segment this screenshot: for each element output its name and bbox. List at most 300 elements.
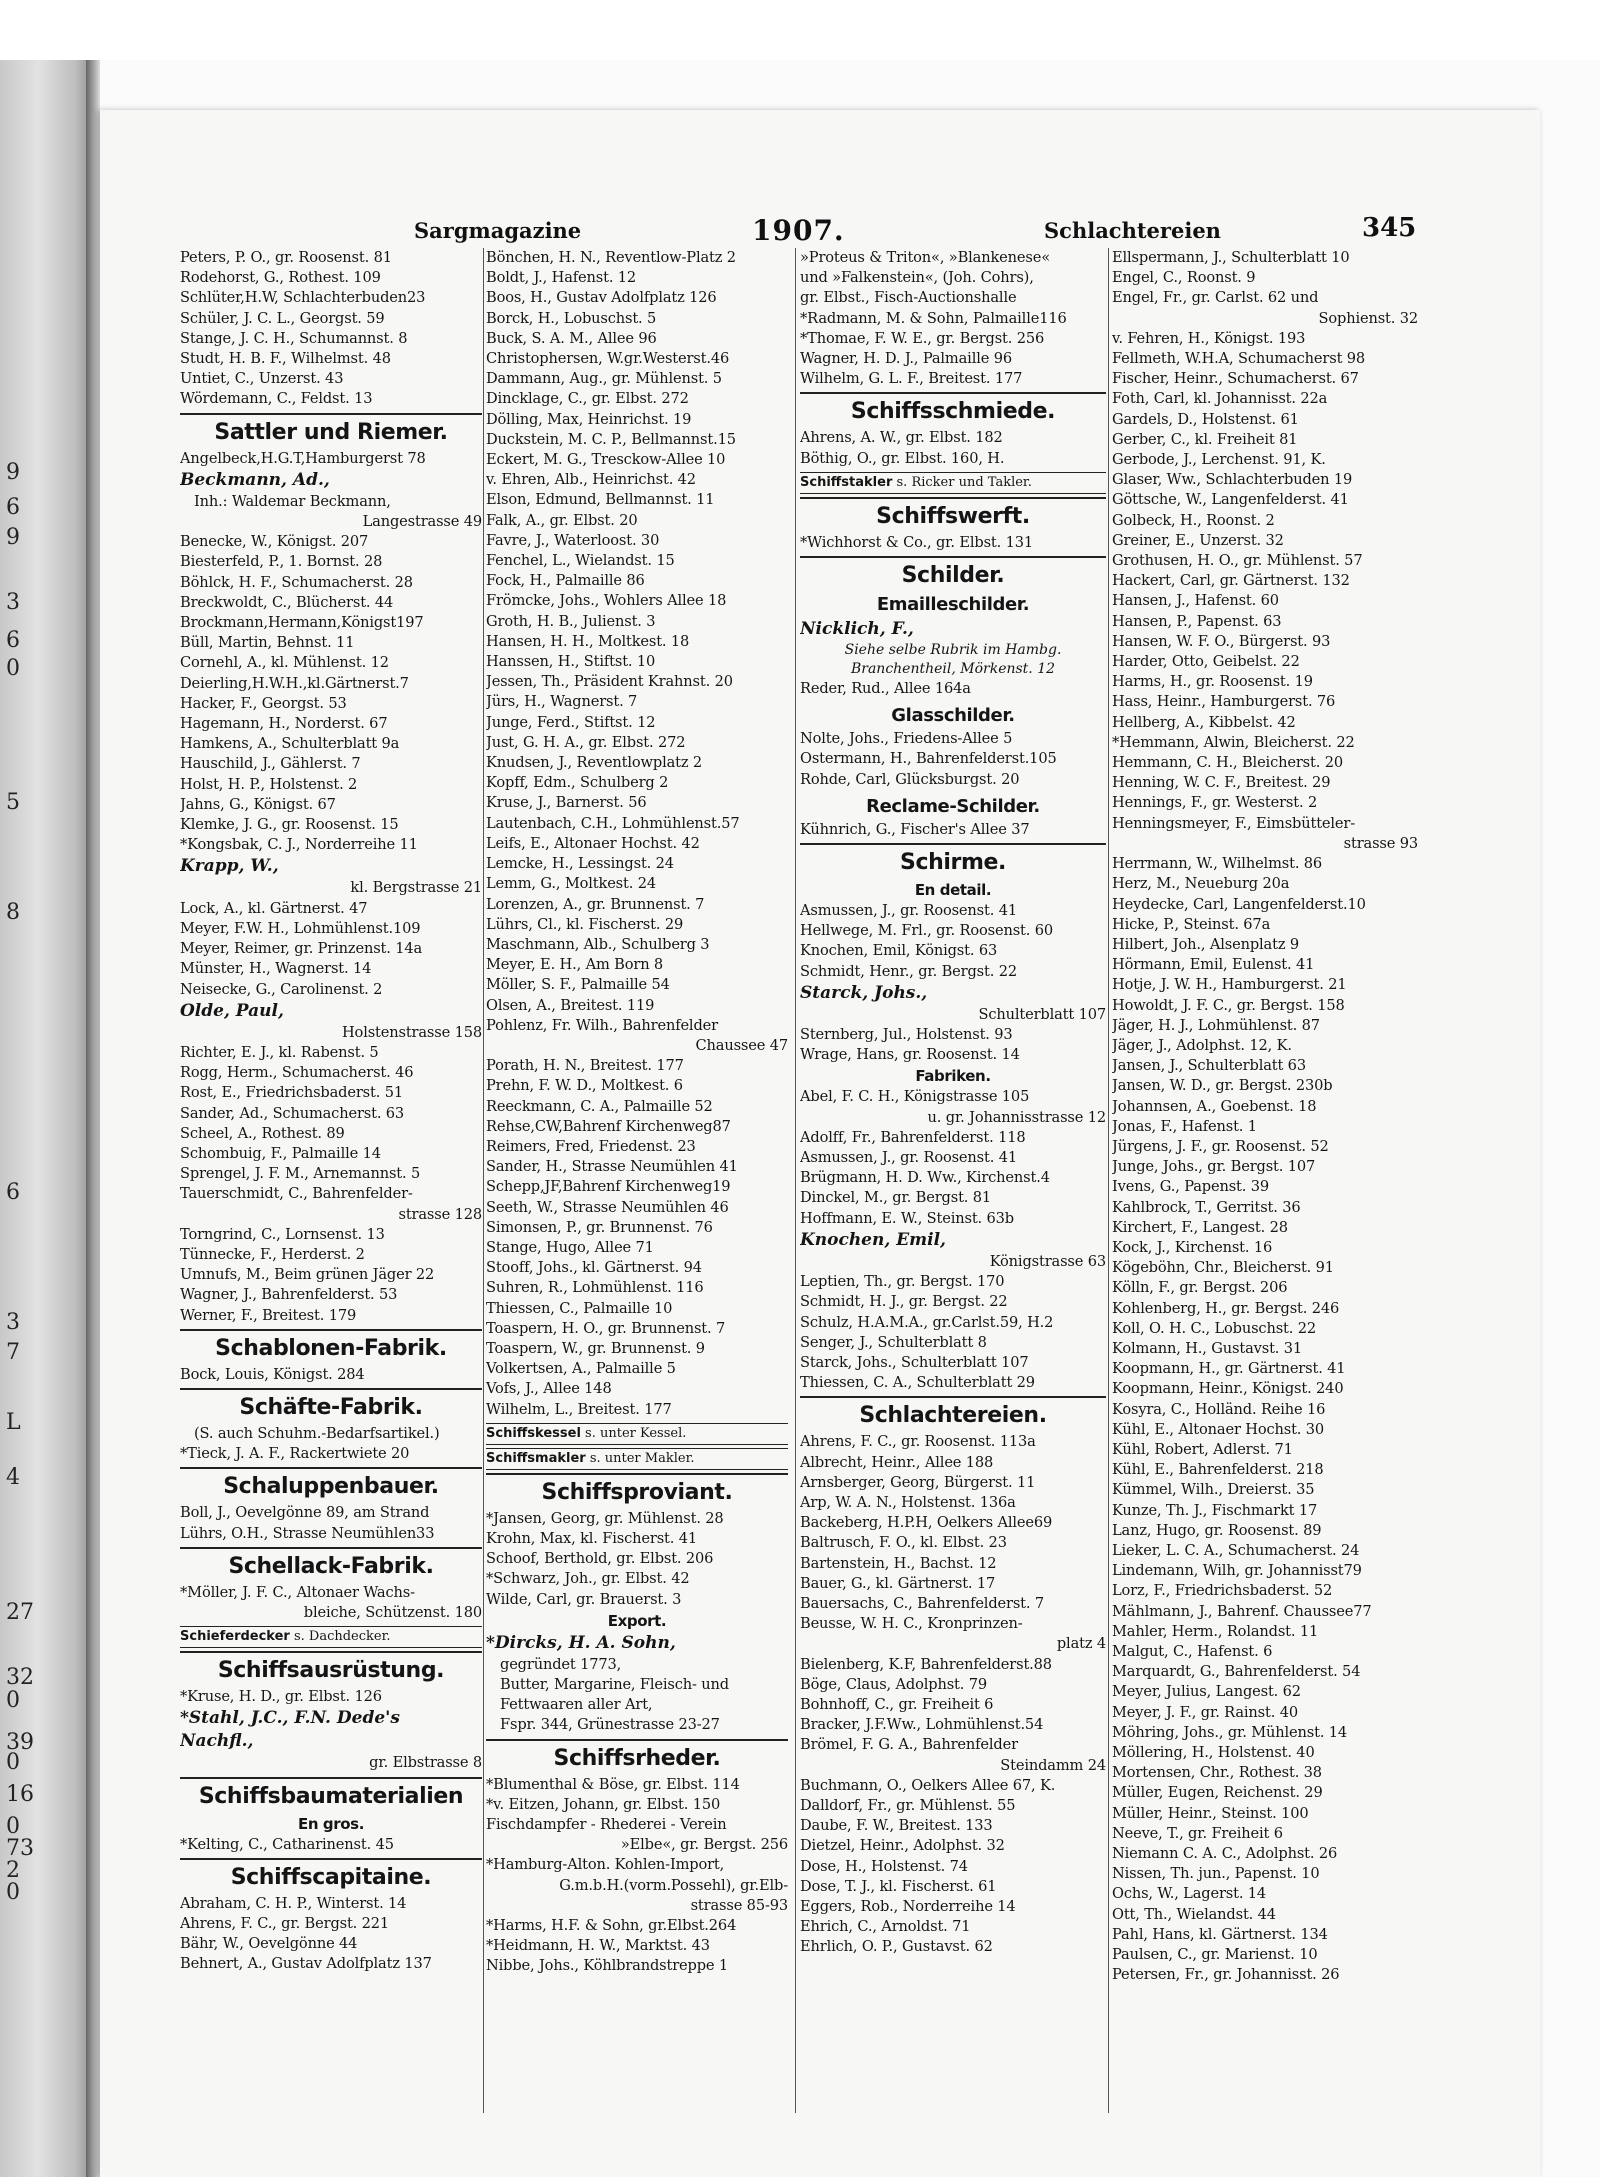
directory-entry: Elson, Edmund, Bellmannst. 11 xyxy=(486,491,715,509)
directory-entry: Neisecke, G., Carolinenst. 2 xyxy=(180,980,383,998)
directory-entry: Lührs, O.H., Strasse Neumühlen33 xyxy=(180,1524,435,1542)
directory-entry: Hansen, J., Hafenst. 60 xyxy=(1112,592,1279,610)
directory-entry: Borck, H., Lobuschst. 5 xyxy=(486,309,657,327)
directory-entry: Koopmann, H., gr. Gärtnerst. 41 xyxy=(1112,1360,1346,1378)
directory-entry: *Heidmann, H. W., Marktst. 43 xyxy=(486,1937,710,1955)
section-heading: Fabriken. xyxy=(915,1067,991,1086)
directory-entry: Bohnhoff, C., gr. Freiheit 6 xyxy=(800,1695,994,1713)
directory-entry: Frömcke, Johs., Wohlers Allee 18 xyxy=(486,592,727,610)
margin-mark: 39 xyxy=(6,1730,34,1755)
directory-entry: Lorz, F., Friedrichsbaderst. 52 xyxy=(1112,1582,1333,1600)
directory-entry: Hellberg, A., Kibbelst. 42 xyxy=(1112,713,1296,731)
see-also-reference xyxy=(486,1448,788,1470)
directory-entry: Schüler, J. C. L., Georgst. 59 xyxy=(180,309,385,327)
directory-entry: Ehrich, C., Arnoldst. 71 xyxy=(800,1918,971,1936)
see-also-heading: Schiffstakler xyxy=(800,474,893,490)
directory-entry: Harder, Otto, Geibelst. 22 xyxy=(1112,653,1300,671)
directory-entry: Junge, Johs., gr. Bergst. 107 xyxy=(1112,1158,1316,1176)
entry-continuation: »Elbe«, gr. Bergst. 256 xyxy=(620,1836,788,1854)
section-heading: Schellack-Fabrik. xyxy=(180,1547,482,1583)
directory-entry: Dinckel, M., gr. Bergst. 81 xyxy=(800,1189,992,1207)
directory-entry: Henningsmeyer, F., Eimsbütteler- xyxy=(1112,814,1356,832)
section-heading: Sattler und Riemer. xyxy=(180,413,482,449)
directory-entry: Albrecht, Heinr., Allee 188 xyxy=(800,1453,994,1471)
directory-entry: Wördemann, C., Feldst. 13 xyxy=(180,390,373,408)
directory-entry: Fock, H., Palmaille 86 xyxy=(486,572,645,590)
directory-entry: Möllering, H., Holstenst. 40 xyxy=(1112,1744,1315,1762)
directory-entry: Böhlck, H. F., Schumacherst. 28 xyxy=(180,573,413,591)
entry-continuation: G.m.b.H.(vorm.Possehl), gr.Elb- xyxy=(559,1876,788,1894)
directory-entry: Asmussen, J., gr. Roosenst. 41 xyxy=(800,1149,1017,1167)
directory-entry: Hicke, P., Steinst. 67a xyxy=(1112,915,1271,933)
directory-entry: Tauerschmidt, C., Bahrenfelder- xyxy=(180,1185,413,1203)
directory-entry: Jonas, F., Hafenst. 1 xyxy=(1112,1117,1257,1135)
directory-entry: Reimers, Fred, Friedenst. 23 xyxy=(486,1137,696,1155)
directory-entry: (S. auch Schuhm.-Bedarfsartikel.) xyxy=(194,1424,440,1442)
directory-entry: Angelbeck,H.G.T,Hamburgerst 78 xyxy=(180,449,426,467)
entry-continuation: Steindamm 24 xyxy=(1000,1756,1106,1774)
margin-mark: 0 xyxy=(6,656,20,681)
see-also-heading: Schiffsmakler xyxy=(486,1450,586,1466)
directory-entry: Butter, Margarine, Fleisch- und xyxy=(500,1676,729,1693)
directory-entry: Groth, H. B., Julienst. 3 xyxy=(486,612,656,630)
directory-entry: Möller, S. F., Palmaille 54 xyxy=(486,976,670,994)
directory-entry: Schmidt, H. J., gr. Bergst. 22 xyxy=(800,1293,1008,1311)
directory-entry: Stange, J. C. H., Schumannst. 8 xyxy=(180,329,408,347)
entry-continuation: platz 4 xyxy=(1056,1635,1106,1653)
directory-entry: Fspr. 344, Grünestrasse 23-27 xyxy=(500,1716,720,1734)
directory-entry: Buck, S. A. M., Allee 96 xyxy=(486,329,657,347)
margin-mark: 7 xyxy=(6,1340,20,1365)
directory-entry: Hackert, Carl, gr. Gärtnerst. 132 xyxy=(1112,572,1350,590)
see-also-heading: Schiffskessel xyxy=(486,1425,581,1441)
directory-entry: Bönchen, H. N., Reventlow-Platz 2 xyxy=(486,249,736,266)
directory-entry: Kühl, E., Bahrenfelderst. 218 xyxy=(1112,1461,1324,1479)
directory-entry: »Proteus & Triton«, »Blankenese« xyxy=(800,249,1050,266)
entry-continuation: kl. Bergstrasse 21 xyxy=(350,879,482,897)
directory-entry: Just, G. H. A., gr. Elbst. 272 xyxy=(486,733,686,751)
directory-entry: Kirchert, F., Langest. 28 xyxy=(1112,1218,1288,1236)
directory-entry: Hilbert, Joh., Alsenplatz 9 xyxy=(1112,935,1299,953)
directory-entry: Simonsen, P., gr. Brunnenst. 76 xyxy=(486,1218,713,1236)
directory-entry: Gerbode, J., Lerchenst. 91, K. xyxy=(1112,451,1326,469)
directory-entry: Kunze, Th. J., Fischmarkt 17 xyxy=(1112,1501,1318,1519)
featured-firm-name: Beckmann, Ad., xyxy=(180,469,330,490)
directory-entry: Hellwege, M. Frl., gr. Roosenst. 60 xyxy=(800,922,1054,940)
directory-entry: Hemmann, C. H., Bleicherst. 20 xyxy=(1112,754,1343,772)
directory-entry: Bauersachs, C., Bahrenfelderst. 7 xyxy=(800,1594,1044,1612)
directory-entry: Beusse, W. H. C., Kronprinzen- xyxy=(800,1615,1023,1633)
directory-entry: Dose, H., Holstenst. 74 xyxy=(800,1857,968,1875)
directory-entry: Neeve, T., gr. Freiheit 6 xyxy=(1112,1824,1283,1842)
directory-entry: Münster, H., Wagnerst. 14 xyxy=(180,960,372,978)
directory-entry: v. Fehren, H., Königst. 193 xyxy=(1112,329,1306,347)
directory-entry: Rehse,CW,Bahrenf Kirchenweg87 xyxy=(486,1117,731,1135)
margin-mark: 73 xyxy=(6,1836,34,1861)
directory-entry: Gardels, D., Holstenst. 61 xyxy=(1112,410,1299,428)
directory-entry: Wagner, H. D. J., Palmaille 96 xyxy=(800,350,1012,368)
directory-entry: Paulsen, C., gr. Marienst. 10 xyxy=(1112,1946,1318,1964)
directory-entry: Brömel, F. G. A., Bahrenfelder xyxy=(800,1736,1018,1754)
directory-entry: Ahrens, A. W., gr. Elbst. 182 xyxy=(800,429,1003,447)
directory-entry: Abel, F. C. H., Königstrasse 105 xyxy=(800,1088,1030,1106)
directory-entry: Schlüter,H.W, Schlachterbuden23 xyxy=(180,289,426,307)
directory-entry: Boll, J., Oevelgönne 89, am Strand xyxy=(180,1504,430,1522)
entry-continuation: Königstrasse 63 xyxy=(989,1252,1106,1270)
directory-entry: Malgut, C., Hafenst. 6 xyxy=(1112,1643,1273,1661)
section-heading: Schirme. xyxy=(800,843,1106,879)
directory-entry: und »Falkenstein«, (Joh. Cohrs), xyxy=(800,269,1034,287)
margin-mark: 16 xyxy=(6,1782,34,1807)
directory-entry: Möhring, Johs., gr. Mühlenst. 14 xyxy=(1112,1723,1348,1741)
directory-entry: Bartenstein, H., Bachst. 12 xyxy=(800,1554,997,1572)
directory-entry: Kopff, Edm., Schulberg 2 xyxy=(486,774,669,792)
directory-entry: Nissen, Th. jun., Papenst. 10 xyxy=(1112,1865,1320,1883)
directory-entry: Hoffmann, E. W., Steinst. 63b xyxy=(800,1209,1014,1227)
directory-entry: Kock, J., Kirchenst. 16 xyxy=(1112,1238,1273,1256)
directory-entry: Toaspern, H. O., gr. Brunnenst. 7 xyxy=(486,1319,726,1337)
directory-entry: Leptien, Th., gr. Bergst. 170 xyxy=(800,1273,1005,1291)
directory-entry: Dose, T. J., kl. Fischerst. 61 xyxy=(800,1877,997,1895)
section-heading: Reclame-Schilder. xyxy=(866,795,1040,817)
directory-entry: Müller, Heinr., Steinst. 100 xyxy=(1112,1804,1309,1822)
directory-entry: Thiessen, C., Palmaille 10 xyxy=(486,1299,673,1317)
directory-entry: Wrage, Hans, gr. Roosenst. 14 xyxy=(800,1046,1020,1064)
margin-mark: 6 xyxy=(6,1180,20,1205)
directory-entry: Dölling, Max, Heinrichst. 19 xyxy=(486,410,692,428)
see-also-target: s. Dachdecker. xyxy=(289,1629,391,1645)
section-heading: Schlachtereien. xyxy=(800,1396,1106,1432)
book-gutter xyxy=(86,60,100,2177)
directory-entry: *Tieck, J. A. F., Rackertwiete 20 xyxy=(180,1445,410,1463)
directory-entry: Prehn, F. W. D., Moltkest. 6 xyxy=(486,1077,683,1095)
directory-entry: Duckstein, M. C. P., Bellmannst.15 xyxy=(486,430,736,448)
directory-entry: *Kelting, C., Catharinenst. 45 xyxy=(180,1835,394,1853)
directory-entry: Pahl, Hans, kl. Gärtnerst. 134 xyxy=(1112,1925,1328,1943)
directory-entry: Hennings, F., gr. Westerst. 2 xyxy=(1112,794,1318,812)
directory-entry: Meyer, E. H., Am Born 8 xyxy=(486,956,664,974)
directory-entry: Peters, P. O., gr. Roosenst. 81 xyxy=(180,249,392,266)
directory-entry: Boos, H., Gustav Adolfplatz 126 xyxy=(486,289,717,307)
margin-mark: 27 xyxy=(6,1600,34,1625)
running-head-left: Sargmagazine xyxy=(414,218,582,243)
directory-entry: Inh.: Waldemar Beckmann, xyxy=(194,492,391,510)
featured-firm-name: *Stahl, J.C., F.N. Dede's xyxy=(180,1708,400,1729)
directory-entry: Pohlenz, Fr. Wilh., Bahrenfelder xyxy=(486,1016,718,1034)
directory-entry: Kahlbrock, T., Gerritst. 36 xyxy=(1112,1198,1301,1216)
directory-entry: Schepp,JF,Bahrenf Kirchenweg19 xyxy=(486,1178,731,1196)
directory-entry: Schoof, Berthold, gr. Elbst. 206 xyxy=(486,1550,714,1568)
directory-entry: Lemm, G., Moltkest. 24 xyxy=(486,875,656,893)
directory-entry: Göttsche, W., Langenfelderst. 41 xyxy=(1112,491,1349,509)
margin-mark: 0 xyxy=(6,1814,20,1839)
directory-entry: Arnsberger, Georg, Bürgerst. 11 xyxy=(800,1473,1036,1491)
directory-entry: Müller, Eugen, Reichenst. 29 xyxy=(1112,1784,1323,1802)
directory-entry: Bähr, W., Oevelgönne 44 xyxy=(180,1935,358,1953)
directory-entry: Nolte, Johs., Friedens-Allee 5 xyxy=(800,730,1013,748)
section-heading: Schablonen-Fabrik. xyxy=(180,1329,482,1365)
directory-entry: Hagemann, H., Norderst. 67 xyxy=(180,715,388,733)
directory-entry: Leifs, E., Altonaer Hochst. 42 xyxy=(486,834,700,852)
directory-entry: Schombuig, F., Palmaille 14 xyxy=(180,1144,381,1162)
directory-entry: Biesterfeld, P., 1. Bornst. 28 xyxy=(180,553,383,571)
directory-entry: Kümmel, Wilh., Dreierst. 35 xyxy=(1112,1481,1315,1499)
directory-entry: Grothusen, H. O., gr. Mühlenst. 57 xyxy=(1112,552,1363,570)
entry-continuation: strasse 128 xyxy=(398,1205,482,1223)
directory-entry: Untiet, C., Unzerst. 43 xyxy=(180,370,344,388)
directory-entry: *Möller, J. F. C., Altonaer Wachs- xyxy=(180,1583,415,1601)
directory-entry: Rodehorst, G., Rothest. 109 xyxy=(180,269,381,287)
directory-entry: *Kruse, H. D., gr. Elbst. 126 xyxy=(180,1688,382,1706)
directory-entry: Asmussen, J., gr. Roosenst. 41 xyxy=(800,902,1017,920)
directory-entry: Dammann, Aug., gr. Mühlenst. 5 xyxy=(486,370,722,388)
directory-entry: Herz, M., Neueburg 20a xyxy=(1112,875,1290,893)
see-also-heading: Schieferdecker xyxy=(180,1629,290,1645)
directory-entry: Hörmann, Emil, Eulenst. 41 xyxy=(1112,956,1315,974)
directory-entry: Rogg, Herm., Schumacherst. 46 xyxy=(180,1064,414,1082)
featured-firm-name: Knochen, Emil, xyxy=(800,1229,946,1250)
directory-entry: Breckwoldt, C., Blücherst. 44 xyxy=(180,593,394,611)
column-4 xyxy=(1112,248,1418,2113)
directory-entry: Lautenbach, C.H., Lohmühlenst.57 xyxy=(486,814,740,832)
directory-entry: Fischdampfer - Rhederei - Verein xyxy=(486,1816,727,1834)
directory-entry: Lanz, Hugo, gr. Roosenst. 89 xyxy=(1112,1521,1322,1539)
directory-entry: Klemke, J. G., gr. Roosenst. 15 xyxy=(180,816,399,834)
directory-entry: *Schwarz, Joh., gr. Elbst. 42 xyxy=(486,1570,690,1588)
directory-entry: Scheel, A., Rothest. 89 xyxy=(180,1124,345,1142)
directory-entry: Kosyra, C., Holländ. Reihe 16 xyxy=(1112,1400,1326,1418)
directory-entry: Jäger, H. J., Lohmühlenst. 87 xyxy=(1112,1016,1320,1034)
margin-mark: 4 xyxy=(6,1465,20,1490)
directory-entry: Daube, F. W., Breitest. 133 xyxy=(800,1817,993,1835)
directory-entry: *Jansen, Georg, gr. Mühlenst. 28 xyxy=(486,1509,724,1527)
directory-entry: *Hamburg-Alton. Kohlen-Import, xyxy=(486,1856,725,1874)
section-heading: Schaluppenbauer. xyxy=(180,1467,482,1503)
see-also-target: s. unter Makler. xyxy=(585,1450,695,1466)
section-heading: En gros. xyxy=(297,1814,364,1833)
directory-entry: Werner, F., Breitest. 179 xyxy=(180,1306,357,1324)
directory-entry: Kühl, E., Altonaer Hochst. 30 xyxy=(1112,1420,1325,1438)
directory-entry: Dincklage, C., gr. Elbst. 272 xyxy=(486,390,689,408)
directory-entry: Toaspern, W., gr. Brunnenst. 9 xyxy=(486,1339,705,1357)
directory-entry: Ahrens, F. C., gr. Bergst. 221 xyxy=(180,1914,390,1932)
directory-entry: Eggers, Rob., Norderreihe 14 xyxy=(800,1897,1016,1915)
featured-firm-name: Nicklich, F., xyxy=(800,619,914,640)
margin-mark: 3 xyxy=(6,590,20,615)
directory-entry: Kühl, Robert, Adlerst. 71 xyxy=(1112,1440,1293,1458)
directory-entry: Koopmann, Heinr., Königst. 240 xyxy=(1112,1380,1344,1398)
section-heading: Schiffsschmiede. xyxy=(800,392,1106,428)
directory-entry: Deierling,H.W.H.,kl.Gärtnerst.7 xyxy=(180,674,409,692)
directory-entry: Glaser, Ww., Schlachterbuden 19 xyxy=(1112,471,1353,489)
directory-entry: Sander, H., Strasse Neumühlen 41 xyxy=(486,1158,738,1176)
directory-entry: Sprengel, J. F. M., Arnemannst. 5 xyxy=(180,1165,421,1183)
directory-entry: Suhren, R., Lohmühlenst. 116 xyxy=(486,1279,704,1297)
directory-entry: Meyer, F.W. H., Lohmühlenst.109 xyxy=(180,919,421,937)
see-also-reference xyxy=(800,472,1106,494)
featured-firm-name: Nachfl., xyxy=(180,1731,254,1752)
directory-entry: Lemcke, H., Lessingst. 24 xyxy=(486,855,674,873)
directory-entry: Koll, O. H. C., Lobuschst. 22 xyxy=(1112,1319,1316,1337)
directory-entry: Wagner, J., Bahrenfelderst. 53 xyxy=(180,1286,398,1304)
directory-entry: Hass, Heinr., Hamburgerst. 76 xyxy=(1112,693,1336,711)
directory-entry: Ellspermann, J., Schulterblatt 10 xyxy=(1112,249,1350,266)
directory-entry: Hansen, W. F. O., Bürgerst. 93 xyxy=(1112,632,1331,650)
margin-mark: 5 xyxy=(6,790,20,815)
directory-entry: Fellmeth, W.H.A, Schumacherst 98 xyxy=(1112,350,1366,368)
directory-entry: Foth, Carl, kl. Johannisst. 22a xyxy=(1112,390,1328,408)
directory-entry: Olsen, A., Breitest. 119 xyxy=(486,996,655,1014)
section-heading: Emailleschilder. xyxy=(876,594,1030,616)
directory-entry: Kruse, J., Barnerst. 56 xyxy=(486,794,647,812)
section-heading: Schäfte-Fabrik. xyxy=(180,1388,482,1424)
directory-entry: Heydecke, Carl, Langenfelderst.10 xyxy=(1112,895,1366,913)
directory-entry: Vofs, J., Allee 148 xyxy=(486,1380,612,1398)
directory-entry: *Hemmann, Alwin, Bleicherst. 22 xyxy=(1112,733,1355,751)
directory-entry: Ivens, G., Papenst. 39 xyxy=(1112,1178,1270,1196)
entry-continuation: strasse 85-93 xyxy=(690,1896,788,1914)
margin-mark: 9 xyxy=(6,460,20,485)
directory-entry: Jürgens, J. F., gr. Roosenst. 52 xyxy=(1112,1137,1329,1155)
directory-entry: Umnufs, M., Beim grünen Jäger 22 xyxy=(180,1266,435,1284)
directory-entry: Schulz, H.A.M.A., gr.Carlst.59, H.2 xyxy=(800,1313,1054,1331)
directory-entry: Maschmann, Alb., Schulberg 3 xyxy=(486,935,710,953)
column-3 xyxy=(800,248,1106,2113)
directory-entry: Jäger, J., Adolphst. 12, K. xyxy=(1112,1036,1292,1054)
column-rule xyxy=(795,248,796,2113)
directory-entry: Nibbe, Johs., Köhlbrandstreppe 1 xyxy=(486,1957,729,1975)
directory-entry: Cornehl, A., kl. Mühlenst. 12 xyxy=(180,654,389,672)
featured-firm-name: Krapp, W., xyxy=(180,856,279,877)
directory-entry: Junge, Ferd., Stiftst. 12 xyxy=(486,713,656,731)
margin-mark: L xyxy=(6,1410,21,1435)
section-heading: Export. xyxy=(607,1611,667,1630)
directory-entry: Hacker, F., Georgst. 53 xyxy=(180,694,347,712)
column-1 xyxy=(180,248,482,2113)
section-heading: Schiffswerft. xyxy=(800,497,1106,533)
directory-entry: Knudsen, J., Reventlowplatz 2 xyxy=(486,754,703,772)
directory-entry: Mahler, Herm., Rolandst. 11 xyxy=(1112,1622,1319,1640)
directory-entry: Studt, H. B. F., Wilhelmst. 48 xyxy=(180,350,391,368)
directory-entry: Brockmann,Hermann,Königst197 xyxy=(180,614,424,632)
directory-entry: v. Ehren, Alb., Heinrichst. 42 xyxy=(486,471,696,489)
directory-entry: Meyer, Reimer, gr. Prinzenst. 14a xyxy=(180,940,423,958)
directory-entry: Ochs, W., Lagerst. 14 xyxy=(1112,1885,1267,1903)
directory-entry: Holst, H. P., Holstenst. 2 xyxy=(180,775,358,793)
directory-entry: Harms, H., gr. Roosenst. 19 xyxy=(1112,673,1313,691)
directory-entry: Torngrind, C., Lornsenst. 13 xyxy=(180,1225,385,1243)
directory-entry: Hansen, P., Papenst. 63 xyxy=(1112,612,1282,630)
directory-entry: Hansen, H. H., Moltkest. 18 xyxy=(486,632,690,650)
entry-continuation: Holstenstrasse 158 xyxy=(341,1023,482,1041)
directory-entry: Marquardt, G., Bahrenfelderst. 54 xyxy=(1112,1663,1361,1681)
entry-continuation: Sophienst. 32 xyxy=(1318,309,1418,327)
directory-entry: Sander, Ad., Schumacherst. 63 xyxy=(180,1104,405,1122)
entry-continuation: gr. Elbstrasse 8 xyxy=(369,1754,482,1772)
directory-entry: Dietzel, Heinr., Adolphst. 32 xyxy=(800,1837,1005,1855)
margin-mark: 3 xyxy=(6,1310,20,1335)
directory-entry: *Thomae, F. W. E., gr. Bergst. 256 xyxy=(800,329,1045,347)
directory-entry: Wilde, Carl, gr. Brauerst. 3 xyxy=(486,1590,682,1608)
directory-entry: Bauer, G., kl. Gärtnerst. 17 xyxy=(800,1574,996,1592)
directory-entry: Favre, J., Waterloost. 30 xyxy=(486,531,660,549)
directory-entry: Büll, Martin, Behnst. 11 xyxy=(180,634,355,652)
margin-mark: 32 xyxy=(6,1665,34,1690)
directory-entry: Lieker, L. C. A., Schumacherst. 24 xyxy=(1112,1542,1360,1559)
directory-entry: Fenchel, L., Wielandst. 15 xyxy=(486,552,675,570)
directory-entry: Baltrusch, F. O., kl. Elbst. 23 xyxy=(800,1534,1007,1552)
directory-entry: Schmidt, Henr., gr. Bergst. 22 xyxy=(800,962,1017,980)
section-heading: Schilder. xyxy=(800,556,1106,592)
directory-entry: Engel, C., Roonst. 9 xyxy=(1112,269,1256,287)
directory-entry: Kolmann, H., Gustavst. 31 xyxy=(1112,1339,1303,1357)
directory-entry: Ahrens, F. C., gr. Roosenst. 113a xyxy=(800,1433,1036,1451)
see-also-reference xyxy=(486,1423,788,1445)
directory-entry: Herrmann, W., Wilhelmst. 86 xyxy=(1112,855,1323,873)
directory-entry: Stooff, Johs., kl. Gärtnerst. 94 xyxy=(486,1259,702,1277)
directory-entry: *Blumenthal & Böse, gr. Elbst. 114 xyxy=(486,1775,740,1793)
directory-entry: Krohn, Max, kl. Fischerst. 41 xyxy=(486,1529,698,1547)
directory-entry: Kölln, F., gr. Bergst. 206 xyxy=(1112,1279,1288,1297)
directory-entry: Hamkens, A., Schulterblatt 9a xyxy=(180,735,400,753)
directory-entry: Wilhelm, G. L. F., Breitest. 177 xyxy=(800,370,1023,388)
directory-entry: Starck, Johs., Schulterblatt 107 xyxy=(800,1353,1029,1371)
directory-entry: Meyer, Julius, Langest. 62 xyxy=(1112,1683,1301,1701)
directory-entry: Brügmann, H. D. Ww., Kirchenst.4 xyxy=(800,1169,1050,1187)
directory-entry: Ehrlich, O. P., Gustavst. 62 xyxy=(800,1938,993,1956)
cross-reference-note: Branchentheil, Mörkenst. 12 xyxy=(850,661,1056,678)
margin-mark: 0 xyxy=(6,1750,20,1775)
directory-entry: Thiessen, C. A., Schulterblatt 29 xyxy=(800,1374,1035,1392)
scan-top-margin xyxy=(0,0,1600,60)
directory-entry: Golbeck, H., Roonst. 2 xyxy=(1112,511,1275,529)
page-number: 345 xyxy=(1362,213,1417,243)
directory-entry: Behnert, A., Gustav Adolfplatz 137 xyxy=(180,1955,432,1973)
directory-entry: Kögeböhn, Chr., Bleicherst. 91 xyxy=(1112,1259,1334,1277)
directory-entry: Petersen, Fr., gr. Johannisst. 26 xyxy=(1112,1966,1340,1984)
featured-firm-name: Starck, Johs., xyxy=(800,982,928,1003)
directory-entry: *Harms, H.F. & Sohn, gr.Elbst.264 xyxy=(486,1917,737,1935)
directory-entry: Knochen, Emil, Königst. 63 xyxy=(800,942,998,960)
directory-entry: Henning, W. C. F., Breitest. 29 xyxy=(1112,774,1331,792)
directory-entry: Backeberg, H.P.H, Oelkers Allee69 xyxy=(800,1514,1053,1532)
entry-continuation: strasse 93 xyxy=(1343,834,1418,852)
directory-entry: Böthig, O., gr. Elbst. 160, H. xyxy=(800,449,1005,467)
directory-entry: Hotje, J. W. H., Hamburgerst. 21 xyxy=(1112,976,1347,994)
directory-entry: Lindemann, Wilh, gr. Johannisst79 xyxy=(1112,1562,1362,1580)
section-heading: Schiffsbaumaterialien xyxy=(180,1777,482,1813)
directory-entry: Abraham, C. H. P., Winterst. 14 xyxy=(180,1894,407,1912)
directory-entry: Dalldorf, Fr., gr. Mühlenst. 55 xyxy=(800,1796,1016,1814)
directory-entry: *Wichhorst & Co., gr. Elbst. 131 xyxy=(800,533,1034,551)
directory-entry: Mählmann, J., Bahrenf. Chaussee77 xyxy=(1112,1602,1372,1620)
directory-entry: Jürs, H., Wagnerst. 7 xyxy=(486,693,638,711)
column-rule xyxy=(1108,248,1109,2113)
directory-entry: Ostermann, H., Bahrenfelderst.105 xyxy=(800,750,1057,768)
column-rule xyxy=(483,248,484,2113)
directory-entry: Reeckmann, C. A., Palmaille 52 xyxy=(486,1097,713,1115)
directory-entry: Rohde, Carl, Glücksburgst. 20 xyxy=(800,770,1020,788)
directory-entry: Lührs, Cl., kl. Fischerst. 29 xyxy=(486,915,684,933)
see-also-target: s. unter Kessel. xyxy=(580,1425,687,1441)
margin-mark: 9 xyxy=(6,525,20,550)
see-also-reference xyxy=(180,1626,482,1648)
directory-entry: Arp, W. A. N., Holstenst. 136a xyxy=(800,1493,1016,1511)
cross-reference-note: Siehe selbe Rubrik im Hambg. xyxy=(844,642,1062,659)
directory-entry: Sternberg, Jul., Holstenst. 93 xyxy=(800,1026,1013,1044)
directory-entry: *Kongsbak, C. J., Norderreihe 11 xyxy=(180,836,418,854)
directory-entry: Fettwaaren aller Art, xyxy=(500,1696,653,1714)
